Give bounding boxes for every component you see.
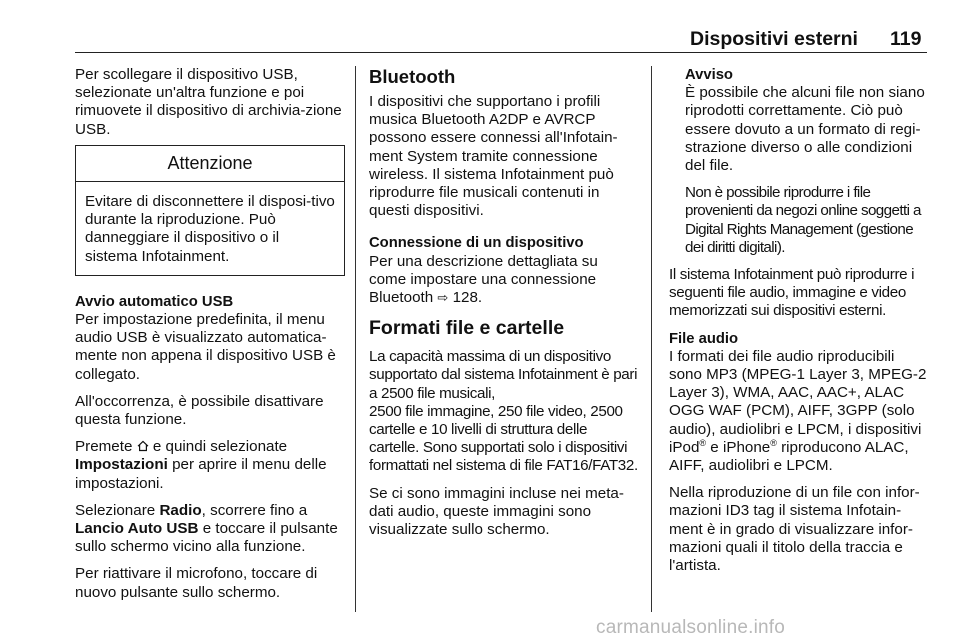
press-text-b: e quindi selezionate	[152, 438, 288, 456]
watermark: carmanualsonline.info	[596, 617, 786, 638]
column-1	[75, 66, 345, 611]
caution-body: Evitare di disconnettere il disposi-tivo durante la riproduzione. Può danneggiare il dispositivo o il sistema Infotainment.	[85, 193, 335, 265]
launch-auto-usb-label: Lancio Auto USB	[75, 520, 199, 538]
connect-device-heading: Connessione di un dispositivo	[369, 235, 584, 252]
autostart-paragraph-2: All'occorrenza, è possibile disattivare questa funzione.	[75, 392, 324, 429]
reactivate-paragraph: Per riattivare il microfono, toccare di nuovo pulsante sullo schermo.	[75, 565, 318, 601]
note-paragraph-2: Non è possibile riprodurre i file provenienti da negozi online soggetti a Digital Rights Management (gestione dei diritti digitali).	[685, 184, 921, 256]
audio-files-heading: File audio	[669, 330, 739, 347]
radio-label: Radio	[159, 501, 202, 519]
column-divider-2	[651, 66, 652, 612]
page-number: 119	[890, 28, 922, 50]
press-text-c: per aprire il menu delle impostazioni.	[75, 456, 327, 492]
formats-text-a: La capacità massima di un dispositivo supportato dal sistema Infotainment è pari a 2500 file musicali,	[369, 348, 638, 402]
page-reference: 128.	[452, 289, 483, 307]
note-block	[669, 66, 931, 257]
press-home-paragraph	[75, 438, 345, 493]
autostart-paragraph-1: Per impostazione predefinita, il menu audio USB è visualizzato automatica-mente non appena il dispositivo USB è collegato.	[75, 311, 336, 383]
connect-device-text: Per una descrizione dettagliata su come impostare una connessione Bluetooth	[369, 252, 598, 307]
audio-text-c: riproducono ALAC, AIFF, audiolibri e LPCM.	[669, 438, 909, 475]
registered-mark-1: ®	[699, 437, 707, 448]
formats-text-b: 2500 file immagine, 250 file video, 2500 cartelle e 10 livelli di struttura delle cartelle. Sono supportati solo i dispositivi formattati nel sistema di file FAT16/FAT32.	[369, 402, 638, 475]
page-header-title: Dispositivi esterni	[690, 28, 858, 50]
select-radio-paragraph	[75, 502, 345, 557]
supported-files-paragraph: Il sistema Infotainment può riprodurre i seguenti file audio, immagine e video memorizzati sui dispositivi esterni.	[669, 266, 915, 320]
usb-disconnect-paragraph: Per scollegare il dispositivo USB, selezionate un'altra funzione e poi rimuovete il dispositivo di archivia-zione USB.	[75, 66, 342, 138]
home-icon	[137, 440, 149, 452]
bluetooth-paragraph: I dispositivi che supportano i profili musica Bluetooth A2DP e AVRCP possono essere connessi all'Infotain-ment System tramite connessione wireless. Il sistema Infotainment può riprodurre file musicali contenuti in questi dispositivi.	[369, 93, 618, 220]
press-text-a: Premete	[75, 438, 133, 456]
autostart-heading: Avvio automatico USB	[75, 293, 234, 310]
audio-files-paragraph	[669, 348, 931, 475]
audio-text-b: e iPhone	[710, 438, 771, 456]
settings-label: Impostazioni	[75, 456, 168, 474]
registered-mark-2: ®	[770, 437, 777, 448]
audio-text-a: I formati dei file audio riproducibili sono MP3 (MPEG-1 Layer 3, MPEG-2 Layer 3), WMA, AAC, AAC+, ALAC OGG WAF (PCM), AIFF, 3GPP (solo audio), audiolibri e LPCM, i dispositivi iPod	[669, 347, 927, 456]
bluetooth-title: Bluetooth	[369, 66, 456, 87]
formats-paragraph-2: Se ci sono immagini incluse nei meta-dati audio, queste immagini sono visualizzate sullo schermo.	[369, 484, 624, 539]
caution-title: Attenzione	[76, 146, 344, 182]
id3-paragraph: Nella riproduzione di un file con infor-mazioni ID3 tag il sistema Infotain-ment è in grado di visualizzare infor-mazioni quali il titolo della traccia e l'artista.	[669, 484, 920, 575]
connect-device-paragraph	[369, 253, 639, 308]
select-text-c: e toccare il pulsante sullo schermo vicino alla funzione.	[75, 520, 338, 556]
note-heading: Avviso	[685, 67, 733, 83]
column-3	[669, 66, 931, 584]
header-divider	[75, 52, 927, 53]
column-2	[369, 66, 639, 548]
formats-title: Formati file e cartelle	[369, 317, 565, 340]
note-paragraph-1: È possibile che alcuni file non siano riprodotti correttamente. Ciò può essere dovuto a un formato di regi-strazione diverso o alle condizioni del file.	[685, 84, 925, 175]
arrow-right-icon: ⇨	[437, 290, 449, 306]
select-text-b: , scorrere fino a	[201, 501, 308, 519]
column-divider-1	[355, 66, 356, 612]
select-text-a: Selezionare	[75, 501, 156, 519]
formats-paragraph-1	[369, 348, 639, 475]
caution-box	[75, 145, 345, 276]
